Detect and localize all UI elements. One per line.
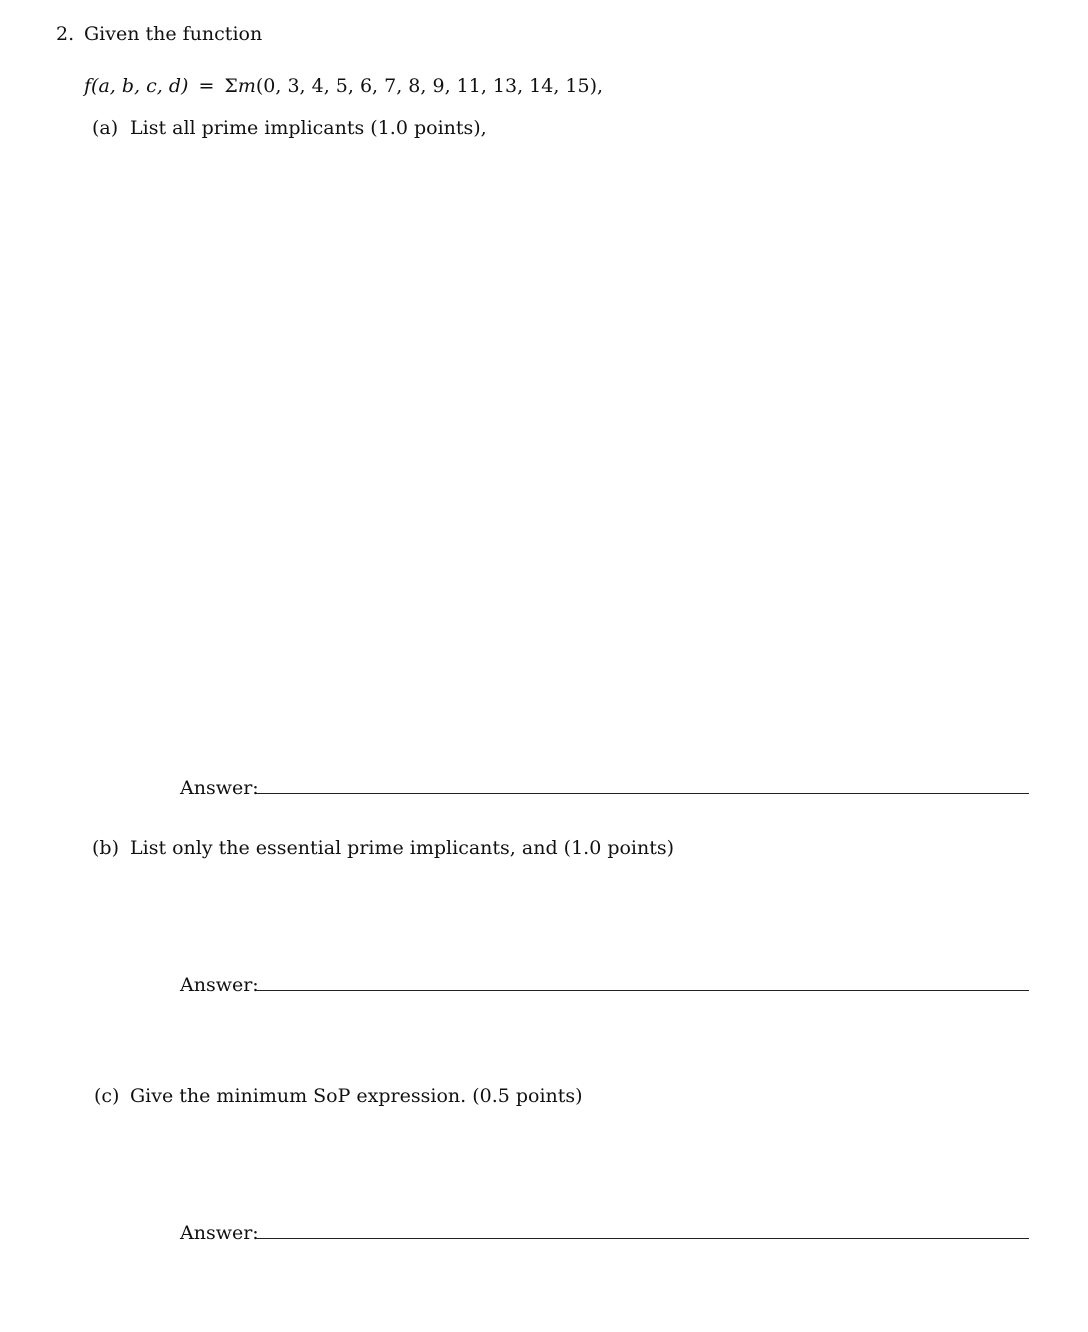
question-intro: Given the function — [84, 23, 263, 45]
function-args: (a, b, c, d) — [91, 75, 189, 97]
minterm-list: (0, 3, 4, 5, 6, 7, 8, 9, 11, 13, 14, 15), — [255, 75, 604, 97]
part-b-answer-line[interactable] — [256, 990, 1029, 991]
equals-sign: = — [198, 75, 215, 97]
part-a-answer-label: Answer: — [180, 777, 259, 799]
part-c-label: (c) — [94, 1085, 120, 1107]
minterm-symbol: m — [237, 75, 256, 97]
part-c-answer-label: Answer: — [180, 1222, 259, 1244]
part-c-text: Give the minimum SoP expression. (0.5 points) — [130, 1085, 583, 1107]
sigma-symbol: Σ — [224, 75, 238, 97]
function-name: f — [84, 75, 92, 97]
part-a-answer-line[interactable] — [256, 793, 1029, 794]
part-c-answer-line[interactable] — [256, 1238, 1029, 1239]
question-number: 2. — [56, 23, 75, 45]
part-a-label: (a) — [92, 117, 119, 139]
part-b-text: List only the essential prime implicants, and (1.0 points) — [130, 837, 675, 859]
function-expression — [84, 74, 603, 98]
part-b-label: (b) — [92, 837, 119, 859]
part-a-text: List all prime implicants (1.0 points), — [130, 117, 487, 139]
part-b-answer-label: Answer: — [180, 974, 259, 996]
